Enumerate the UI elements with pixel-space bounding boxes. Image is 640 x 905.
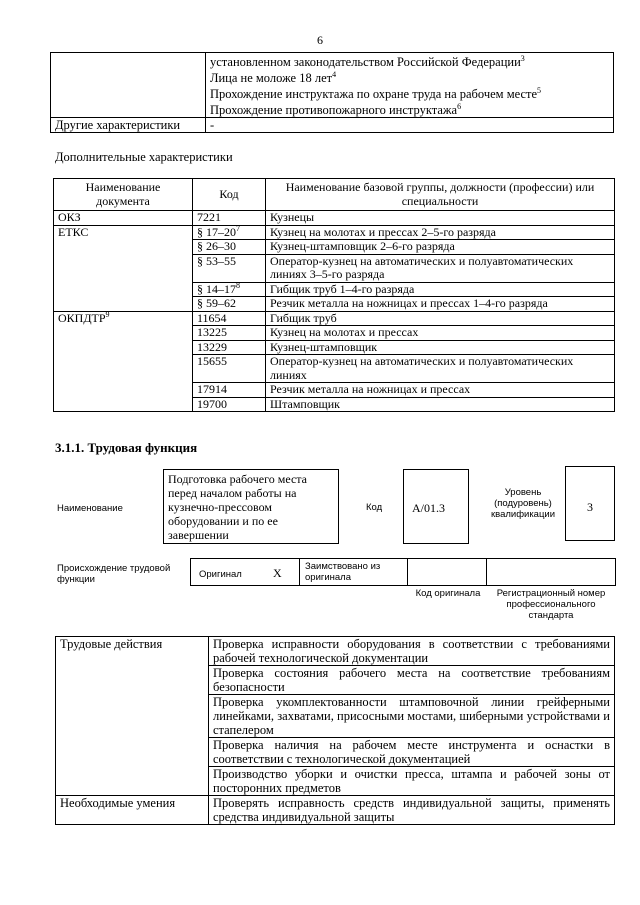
section-title: Дополнительные характеристики bbox=[55, 150, 233, 164]
code-cell: § 26–30 bbox=[193, 240, 266, 255]
requirement-line: установленном законодательством Российской Федерации$^3$ bbox=[210, 53, 525, 69]
requirements-table bbox=[50, 52, 614, 133]
action-item: Проверка исправности оборудования в соответствии с требованиями рабочей технологической документации bbox=[209, 637, 615, 666]
page-number: 6 bbox=[317, 33, 323, 47]
row-label: Трудовые действия bbox=[56, 637, 209, 796]
table-row bbox=[54, 211, 615, 226]
code-cell: 13229 bbox=[193, 340, 266, 355]
requirement-line: Лица не моложе 18 лет$^4$ bbox=[210, 69, 337, 85]
labor-actions-table bbox=[55, 636, 615, 825]
name-cell: Кузнец на молотах и прессах 2–5-го разряда bbox=[266, 225, 615, 240]
table-row bbox=[51, 53, 614, 118]
name-cell: Штамповщик bbox=[266, 397, 615, 412]
name-cell: Кузнец-штамповщик bbox=[266, 340, 615, 355]
column-header: Наименование документа bbox=[54, 179, 193, 211]
requirement-line: Прохождение противопожарного инструктажа$^6$ bbox=[210, 101, 462, 117]
name-cell: Оператор-кузнец на автоматических и полуавтоматических линиях 3–5-го разряда bbox=[266, 254, 615, 282]
divider bbox=[299, 558, 300, 586]
name-cell: Резчик металла на ножницах и прессах bbox=[266, 383, 615, 398]
action-item: Проверка состояния рабочего места на соответствие требованиям безопасности bbox=[209, 666, 615, 695]
requirement-line: Прохождение инструктажа по охране труда на рабочем месте$^5$ bbox=[210, 85, 542, 101]
table-row bbox=[56, 796, 615, 825]
doc-cell: ОКПДТР$^9$ bbox=[54, 311, 193, 412]
code-cell: 19700 bbox=[193, 397, 266, 412]
reg-number-label: Регистрационный номер профессионального стандарта bbox=[496, 588, 606, 621]
column-header: Код bbox=[193, 179, 266, 211]
action-item: Проверка наличия на рабочем месте инструмента и оснастки в соответствии с технологической документацией bbox=[209, 738, 615, 767]
code-cell: § $14-17^8$ bbox=[193, 282, 266, 297]
table-row bbox=[54, 311, 615, 326]
original-label: Оригинал bbox=[199, 569, 242, 580]
additional-characteristics-table bbox=[53, 178, 615, 412]
action-item: Производство уборки и очистки пресса, штампа и рабочей зоны от посторонних предметов bbox=[209, 767, 615, 796]
table-cell-value: - bbox=[206, 118, 614, 133]
code-label: Код bbox=[366, 502, 383, 513]
code-cell: § 53–55 bbox=[193, 254, 266, 282]
origin-row bbox=[190, 558, 616, 586]
table-cell-label: Другие характеристики bbox=[51, 118, 206, 133]
column-header: Наименование базовой группы, должности (профессии) или специальности bbox=[266, 179, 615, 211]
doc-cell: ОКЗ bbox=[54, 211, 193, 226]
name-cell: Кузнец на молотах и прессах bbox=[266, 326, 615, 341]
code-cell: 17914 bbox=[193, 383, 266, 398]
table-row bbox=[54, 225, 615, 240]
table-cell-label bbox=[51, 53, 206, 118]
table-row bbox=[51, 118, 614, 133]
action-item: Проверка укомплектованности штамповочной линии грейферными линейками, захватами, присосными мостами, шиберными устройствами и стапелером bbox=[209, 695, 615, 738]
function-name-box: Подготовка рабочего места перед началом работы на кузнечно-прессовом оборудовании и по ее завершении bbox=[163, 469, 339, 544]
code-cell: 11654 bbox=[193, 311, 266, 326]
table-header-row bbox=[54, 179, 615, 211]
code-cell: 15655 bbox=[193, 355, 266, 383]
code-original-label: Код оригинала bbox=[415, 588, 481, 599]
level-label: Уровень (подуровень) квалификации bbox=[490, 487, 556, 520]
original-mark: X bbox=[273, 566, 282, 580]
code-cell: § $17-20^7$ bbox=[193, 225, 266, 240]
divider bbox=[407, 558, 408, 586]
name-cell: Резчик металла на ножницах и прессах 1–4-го разряда bbox=[266, 297, 615, 312]
divider bbox=[486, 558, 487, 586]
name-cell: Кузнец-штамповщик 2–6-го разряда bbox=[266, 240, 615, 255]
origin-label: Происхождение трудовой функции bbox=[57, 563, 171, 585]
name-cell: Оператор-кузнец на автоматических и полуавтоматических линиях bbox=[266, 355, 615, 383]
code-cell: 7221 bbox=[193, 211, 266, 226]
borrowed-label: Заимствовано из оригинала bbox=[305, 561, 381, 583]
code-value-box: A/01.3 bbox=[403, 469, 469, 544]
level-value-box: 3 bbox=[565, 466, 615, 541]
code-cell: § 59–62 bbox=[193, 297, 266, 312]
name-label: Наименование bbox=[57, 503, 123, 514]
table-cell-value bbox=[206, 53, 614, 118]
doc-cell: ЕТКС bbox=[54, 225, 193, 311]
skill-item: Проверять исправность средств индивидуальной защиты, применять средства индивидуальной защиты bbox=[209, 796, 615, 825]
row-label: Необходимые умения bbox=[56, 796, 209, 825]
function-title: 3.1.1. Трудовая функция bbox=[55, 440, 198, 455]
name-cell: Кузнецы bbox=[266, 211, 615, 226]
code-cell: 13225 bbox=[193, 326, 266, 341]
name-cell: Гибщик труб bbox=[266, 311, 615, 326]
table-row bbox=[56, 637, 615, 666]
name-cell: Гибщик труб 1–4-го разряда bbox=[266, 282, 615, 297]
